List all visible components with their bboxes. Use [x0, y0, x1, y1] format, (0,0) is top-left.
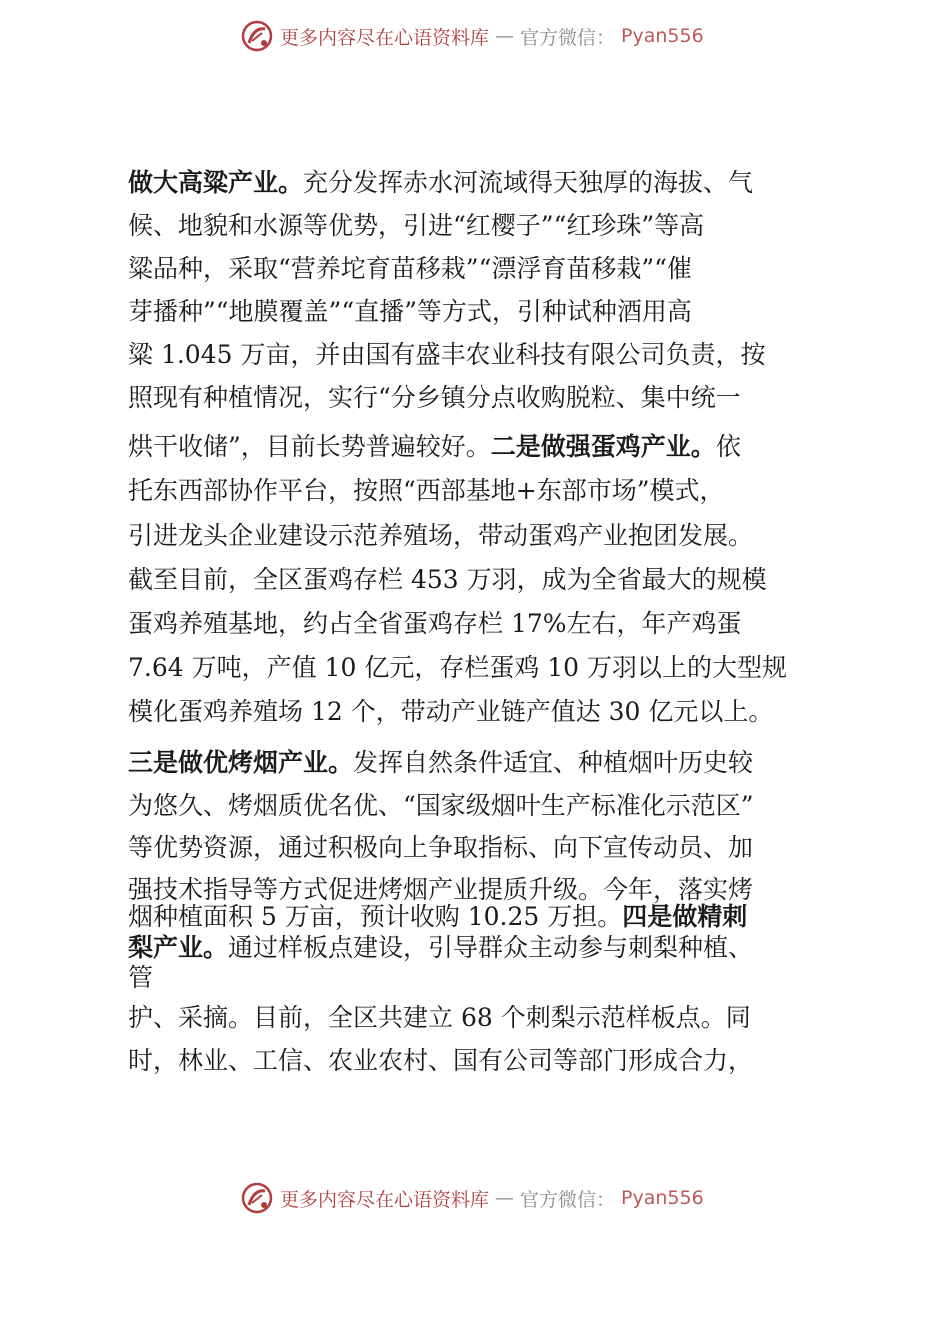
text-segment: 7.64 万吨，产值 10 亿元，存栏蛋鸡 10 万羽以上的大型规 — [128, 653, 788, 682]
library-logo-icon — [240, 1181, 274, 1215]
text-segment: 烘干收储”，目前长势普遍较好。 — [128, 432, 491, 461]
text-line — [128, 933, 753, 963]
text-segment: 依 — [715, 432, 741, 461]
text-segment: 模化蛋鸡养殖场 12 个，带动产业链产值达 30 亿元以上。 — [128, 697, 774, 726]
watermark-site: 更多内容尽在心语资料库 — [280, 26, 490, 49]
text-line — [128, 963, 153, 993]
text-line — [128, 297, 692, 327]
text-line — [128, 565, 767, 595]
text-segment: 护、采摘。目前，全区共建立 68 个刺梨示范样板点。同 — [128, 1003, 751, 1032]
text-line — [128, 254, 692, 284]
watermark-header — [240, 18, 704, 54]
text-segment: 充分发挥赤水河流域得天独厚的海拔、气 — [303, 168, 754, 197]
text-line — [128, 791, 754, 821]
text-segment: 芽播种”“地膜覆盖”“直播”等方式，引种试种酒用高 — [128, 297, 692, 326]
text-line — [128, 609, 742, 639]
text-segment: 管 — [128, 963, 154, 992]
text-line — [128, 653, 787, 683]
bold-heading: 三是做优烤烟产业。 — [128, 748, 354, 777]
text-line — [128, 902, 747, 932]
text-line — [128, 340, 765, 370]
bold-heading: 梨产业。 — [128, 933, 229, 962]
text-segment: 截至目前，全区蛋鸡存栏 453 万羽，成为全省最大的规模 — [128, 565, 767, 594]
text-segment: 照现有种植情况，实行“分乡镇分点收购脱粒、集中统一 — [128, 383, 741, 412]
text-line — [128, 1046, 753, 1076]
bold-heading: 做大高粱产业。 — [128, 168, 304, 197]
watermark-separator: — — [495, 1187, 515, 1209]
watermark-label: 官方微信： — [520, 26, 616, 49]
text-segment: 粱品种，采取“营养坨育苗移栽”“漂浮育苗移栽”“催 — [128, 254, 692, 283]
text-segment: 烟种植面积 5 万亩，预计收购 10.25 万担。 — [128, 902, 623, 931]
bold-heading: 二是做强蛋鸡产业。 — [490, 432, 716, 461]
text-line — [128, 875, 753, 905]
text-line — [128, 476, 725, 506]
watermark-id: Pyan556 — [621, 25, 704, 47]
watermark-separator: — — [495, 25, 515, 47]
text-segment: 候、地貌和水源等优势，引进“红樱子”“红珍珠”等高 — [128, 211, 705, 240]
watermark-label: 官方微信： — [520, 1188, 616, 1211]
text-segment: 蛋鸡养殖基地，约占全省蛋鸡存栏 17%左右，年产鸡蛋 — [128, 609, 742, 638]
watermark-footer — [240, 1180, 704, 1216]
text-segment: 通过样板点建设，引导群众主动参与刺梨种植、 — [228, 933, 754, 962]
text-line — [128, 211, 704, 241]
watermark-id: Pyan556 — [621, 1187, 704, 1209]
text-segment: 引进龙头企业建设示范养殖场，带动蛋鸡产业抱团发展。 — [128, 521, 754, 550]
text-segment: 时，林业、工信、农业农村、国有公司等部门形成合力， — [128, 1046, 754, 1075]
text-segment: 为悠久、烤烟质优名优、“国家级烟叶生产标准化示范区” — [128, 791, 754, 820]
text-segment: 等优势资源，通过积极向上争取指标、向下宣传动员、加 — [128, 833, 754, 862]
text-line — [128, 748, 753, 778]
text-line — [128, 521, 753, 551]
text-segment: 发挥自然条件适宜、种植烟叶历史较 — [353, 748, 754, 777]
bold-heading: 四是做精刺 — [622, 902, 748, 931]
text-segment: 强技术指导等方式促进烤烟产业提质升级。今年，落实烤 — [128, 875, 754, 904]
text-line — [128, 168, 753, 198]
text-line — [128, 432, 741, 462]
text-line — [128, 383, 741, 413]
text-line — [128, 697, 773, 727]
text-line — [128, 833, 753, 863]
text-segment: 粱 1.045 万亩，并由国有盛丰农业科技有限公司负责，按 — [128, 340, 766, 369]
watermark-site: 更多内容尽在心语资料库 — [280, 1188, 490, 1211]
text-line — [128, 1003, 751, 1033]
library-logo-icon — [240, 19, 274, 53]
text-segment: 托东西部协作平台，按照“西部基地+东部市场”模式， — [128, 476, 725, 505]
